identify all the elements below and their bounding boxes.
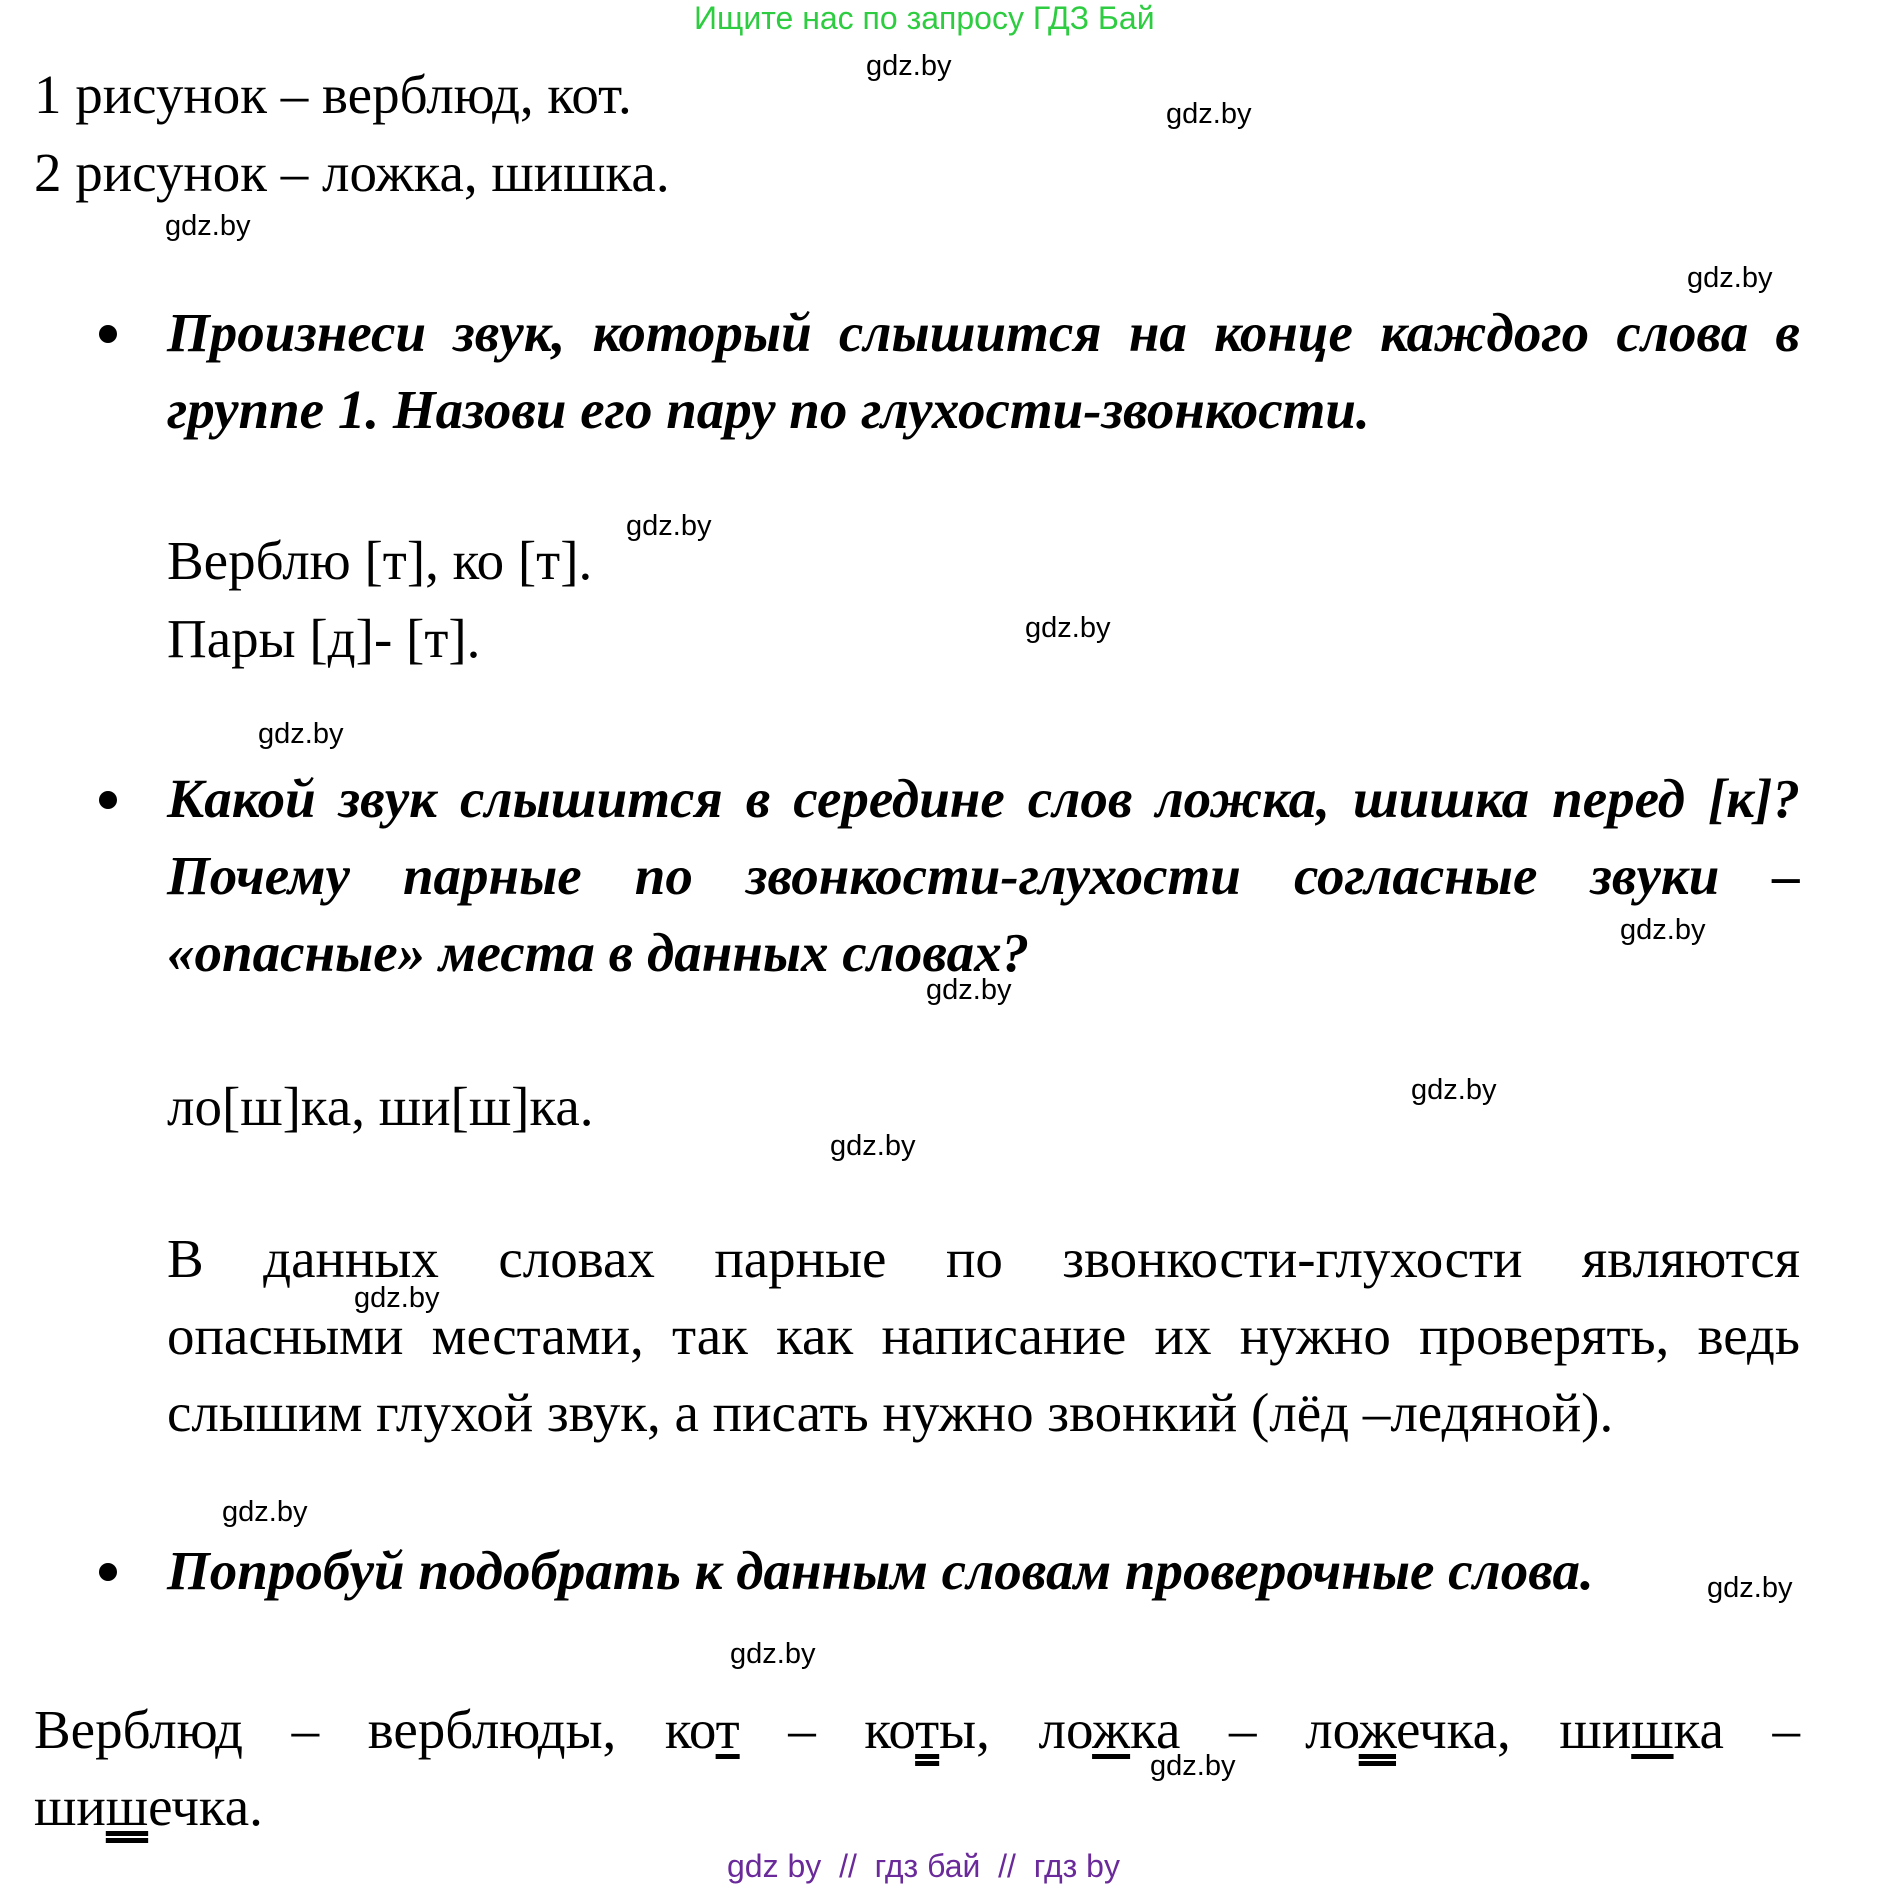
word: кот (664, 1699, 740, 1760)
watermark: gdz.by (730, 1638, 816, 1670)
task-text: Какой звук слышится в середине слов ложка, шишка перед [к]? Почему парные по звонкости-глухости согласные звуки – «опасные» места в данных словах? (167, 768, 1800, 983)
underlined-letter: ж (1092, 1699, 1131, 1760)
double-underlined-letter: ш (105, 1776, 149, 1837)
watermark: gdz.by (1150, 1750, 1236, 1782)
search-hint-link[interactable]: Ищите нас по запросу ГДЗ Бай (694, 0, 1155, 36)
double-underlined-letter: д (537, 1699, 566, 1760)
answer-line (34, 1691, 1800, 1768)
watermark: gdz.by (1411, 1074, 1497, 1106)
dash: – (1229, 1699, 1257, 1760)
word: верблюды, (367, 1699, 617, 1760)
word: ложечка, (1305, 1699, 1511, 1760)
word: ложка (1038, 1699, 1181, 1760)
watermark: gdz.by (626, 510, 712, 542)
word: шишка (1559, 1699, 1724, 1760)
watermark: gdz.by (258, 718, 344, 750)
watermark: gdz.by (830, 1130, 916, 1162)
word: коты, (864, 1699, 990, 1760)
answer-line: слышим глухой звук, а писать нужно звонкий (лёд –ледяной). (167, 1382, 1614, 1443)
watermark: gdz.by (222, 1496, 308, 1528)
word: шишечка. (34, 1776, 263, 1837)
answer-line: Верблю [т], ко [т]. (167, 530, 593, 591)
answer-line: 1 рисунок – верблюд, кот. (34, 64, 632, 125)
answer-line (34, 1768, 1800, 1845)
watermark: gdz.by (1687, 262, 1773, 294)
bullet-icon (99, 325, 117, 343)
task-question (167, 294, 1800, 448)
task-question (167, 760, 1800, 991)
answer-line: В данных словах парные по звонкости-глухости являются (167, 1228, 1800, 1289)
dash: – (291, 1699, 320, 1760)
dash: – (1772, 1699, 1800, 1760)
watermark: gdz.by (1707, 1572, 1793, 1604)
footer-links[interactable]: gdz by // гдз бай // гдз by (727, 1848, 1120, 1884)
answer-line: ло[ш]ка, ши[ш]ка. (167, 1076, 594, 1137)
task-question (167, 1532, 1594, 1609)
word: Верблюд (34, 1699, 243, 1760)
watermark: gdz.by (926, 974, 1012, 1006)
watermark: gdz.by (354, 1282, 440, 1314)
watermark: gdz.by (1166, 98, 1252, 130)
answer-line: опасными местами, так как написание их нужно проверять, ведь (167, 1305, 1800, 1366)
bullet-icon (99, 791, 117, 809)
underlined-letter: ш (1631, 1699, 1674, 1760)
answer-paragraph (167, 1220, 1800, 1451)
watermark: gdz.by (1620, 914, 1706, 946)
answer-paragraph (34, 1691, 1800, 1845)
watermark: gdz.by (1025, 612, 1111, 644)
answer-line: 2 рисунок – ложка, шишка. (34, 142, 670, 203)
answer-line: Пары [д]- [т]. (167, 608, 481, 669)
dash: – (788, 1699, 816, 1760)
task-text: Произнеси звук, который слышится на конце каждого слова в группе 1. Назови его пару по глухости-звонкости. (167, 302, 1800, 440)
bullet-icon (99, 1563, 117, 1581)
double-underlined-letter: т (915, 1699, 940, 1760)
underlined-letter: д (214, 1699, 243, 1760)
watermark: gdz.by (165, 210, 251, 242)
watermark: gdz.by (866, 50, 952, 82)
double-underlined-letter: ж (1358, 1699, 1397, 1760)
task-text: Попробуй подобрать к данным словам проверочные слова. (167, 1540, 1594, 1601)
underlined-letter: т (715, 1699, 740, 1760)
